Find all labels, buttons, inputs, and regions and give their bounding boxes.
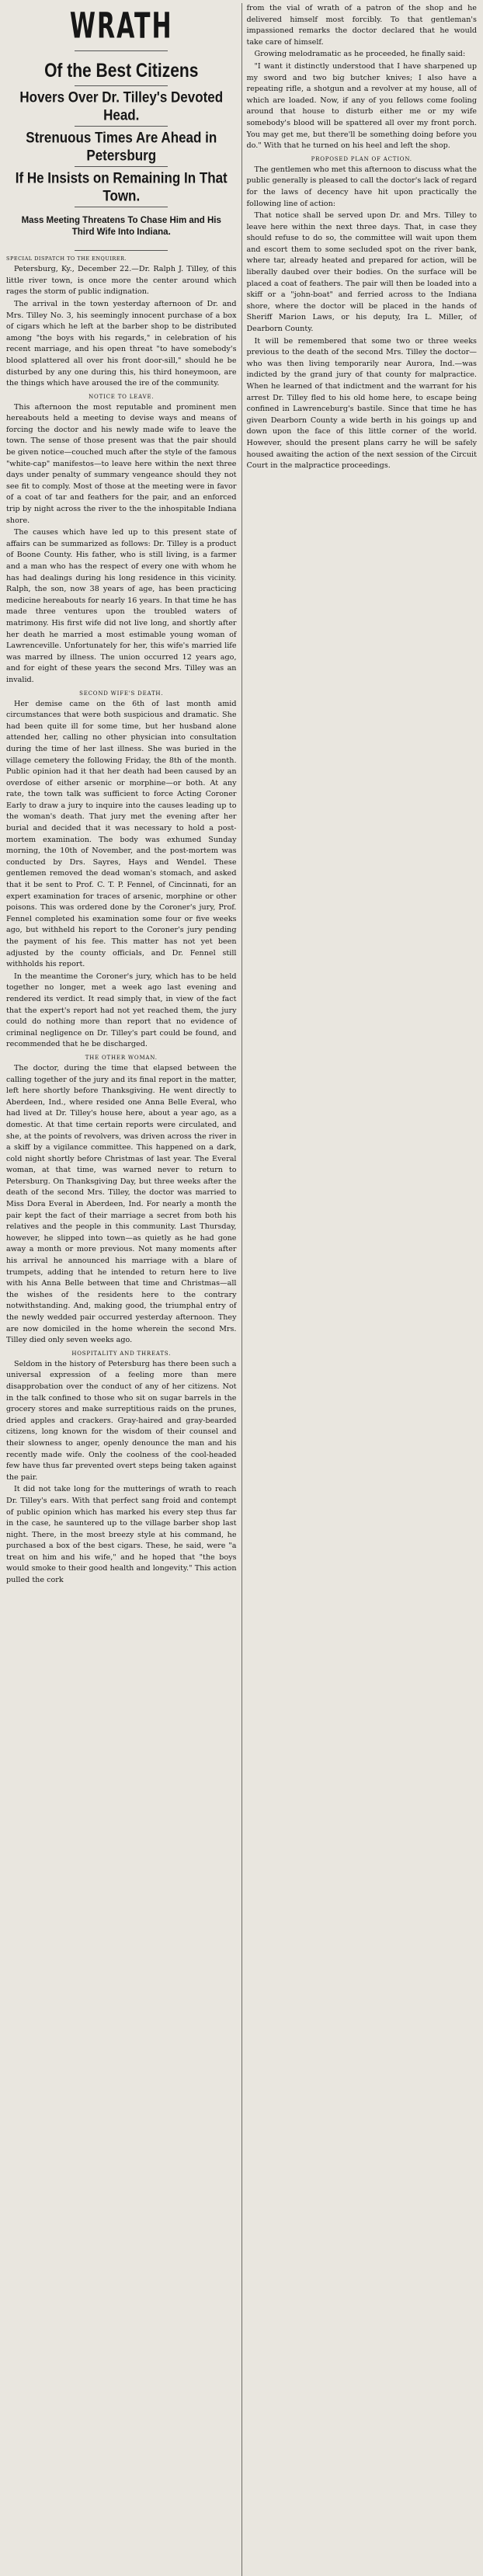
paragraph: Petersburg, Ky., December 22.—Dr. Ralph J. Tilley, of this little river town, is once more the center around which rages the storm of public indignation. [6, 265, 237, 297]
section-subhead: PROPOSED PLAN OF ACTION. [311, 155, 412, 162]
paragraph: In the meantime the Coroner's jury, which has to be held together no longer, met a week ago last evening and rendered its verdict. It read simply that, in view of the fact that the expert's report had not yet reached them, the jury could do nothing more than report that no evidence of criminal negligence on Dr. Tilley's part could be found, and recommended that he be discharged. [6, 972, 237, 1049]
paragraph: This afternoon the most reputable and prominent men hereabouts held a meeting to devise ways and means of forcing the doctor and his newly made wife to leave the town. The sense of those present was that the pair should be given notice—couched much after the style of the famous "white-cap" manifestos—to leave here within the next three days under penalty of summary vengeance should they not see fit to comply. Most of those at the meeting were in favor of a coat of tar and feathers for the pair, and an enforced trip by night across the river to the the inhospitable Indiana shore. [6, 402, 237, 525]
deck-headline-3: Strenuous Times Are Ahead in Petersburg [26, 129, 217, 164]
paragraph: Her demise came on the 6th of last month amid circumstances that were both suspicious and dramatic. She had been quite ill for some time, but her husband alone attended her, calling no other physician into consultation during the time of her last illness. She was buried in the village cemetery the following Friday, the 8th of the month. Public opinion had it that her death had been caused by an overdose of either arsenic or morphine—or both. At any rate, the town talk was sufficient to force Acting Coroner Early to draw a jury to inquire into the causes leading up to the woman's death. That jury met the evening after her burial and decided that it was necessary to hold a post-mortem examination. The body was exhumed Sunday morning, the 10th of November, and the post-mortem was conducted by Drs. Sayres, Hays and Wendel. These gentlemen removed the dead woman's stomach, and asked that it be sent to Prof. C. T. P. Fennel, of Cincinnati, for an expert examination for traces of arsenic, morphine or other poisons. This was ordered done by the Coroner's jury, Prof. Fennel completed his examination some four or five weeks ago, but withheld his report to the Coroner's jury pending the payment of his fee. This matter has not yet been adjusted by the county officials, and Dr. Fennel still withholds his report. [6, 699, 237, 969]
paragraph: It will be remembered that some two or three weeks previous to the death of the second Mrs. Tilley the doctor—who was then living temporarily near Aurora, Ind.—was indicted by the grand jury of that county for malpractice. When he learned of that indictment and the warrant for his arrest Dr. Tilley fled to his old home here, to escape being confined in Lawrenceburg's bastile. Since that time he has given Dearborn County a wide berth in his goings up and down upon the face of this little corner of the world. However, should the present plans carry he will be safely housed awaiting the action of the next session of the Circuit Court in the malpractice proceedings. [246, 336, 477, 471]
section-subhead: HOSPITALITY AND THREATS. [71, 1350, 172, 1357]
paragraph: from the vial of wrath of a patron of the shop and he delivered himself most forcibly. To that gentleman's impassioned remarks the doctor declared that he would take care of himself. [246, 4, 477, 47]
section-subhead: NOTICE TO LEAVE. [89, 393, 155, 400]
dateline: SPECIAL DISPATCH TO THE ENQUIRER. [6, 256, 127, 262]
paragraph: "I want it distinctly understood that I have sharpened up my sword and two big butcher knives; I also have a repeating rifle, a shotgun and a revolver at my house, all of which are loaded. Now, if any of you fellows come fooling around that house to disturb either me or my wife somebody's blood will be spattered all over my front porch. You may get me, but there'll be something doing before you do." With that he turned on his heel and left the shop. [246, 61, 477, 151]
paragraph: Growing melodramatic as he proceeded, he finally said: [254, 50, 466, 59]
paragraph: The doctor, during the time that elapsed between the calling together of the jury and its final report in the matter, left here shortly before Thanksgiving. He went directly to Aberdeen, Ind., where resided one Anna Belle Everal, who had lived at Dr. Tilley's house here, about a year ago, as a domestic. At that time certain reports were circulated, and she, at the points of revolvers, was driven across the river in a skiff by a vigilance committee. This happened on a dark, cold night shortly before Christmas of last year. The Everal woman, at that time, was warned never to return to Petersburg. On Thanksgiving Day, but three weeks after the death of the second Mrs. Tilley, the doctor was married to Miss Dora Everal in Aberdeen, Ind. For nearly a month the pair kept the fact of their marriage a secret from both his relatives and the people in this community. Last Thursday, however, he slipped into town—as quietly as he had gone away a month or more previous. Not many moments after his arrival he announced his marriage with a blare of trumpets, adding that he intended to return here to live with his Anna Belle between that time and Christmas—all the wishes of the residents here to the contrary notwithstanding. And, making good, the triumphal entry of the newly wedded pair occurred yesterday afternoon. They are now domiciled in the home wherein the second Mrs. Tilley died only seven weeks ago. [6, 1063, 237, 1345]
deck-rule-1 [75, 85, 168, 86]
section-subhead: THE OTHER WOMAN. [85, 1054, 158, 1061]
section-subhead: SECOND WIFE'S DEATH. [79, 690, 164, 697]
main-headline: WRATH [69, 6, 173, 47]
paragraph: The gentlemen who met this afternoon to discuss what the public generally is pleased to call the doctor's lack of regard for the laws of decency have hit upon practically the following line of action: [246, 165, 477, 208]
paragraph: Seldom in the history of Petersburg has there been such a universal expression of a feeling more than mere disapprobation over the conduct of any of her citizens. Not in the talk confined to those who sit on sugar barrels in the grocery stores and make surreptitious raids on the prunes, dried apples and crackers. Gray-haired and gray-bearded citizens, long known for the wisdom of their counsel and their slowness to anger, openly denounce the man and his recently made wife. Only the coolness of the cool-headed few have thus far prevented overt steps being taken against the pair. [6, 1359, 237, 1482]
deck-headline-5: Mass Meeting Threatens To Chase Him and His Third Wife Into Indiana. [21, 216, 221, 237]
deck-rule-2 [75, 126, 168, 127]
paragraph: It did not take long for the mutterings of wrath to reach Dr. Tilley's ears. With that perfect sang froid and contempt of public opinion which has marked his every step thus far in the case, he sauntered up to the village barber shop last night. There, in the most breezy style at his command, he purchased a box of the best cigars. These, he said, were "a treat on him and his wife," and he hoped that "the boys would smoke to their good health and longevity." This action pulled the cork [6, 1485, 237, 1585]
paragraph: The causes which have led up to this present state of affairs can be summarized as follows: Dr. Tilley is a product of Boone County. His father, who is still living, is a farmer and a man who has the respect of every one with whom he has had dealings during his long residence in this vicinity. Ralph, the son, now 38 years of age, has been practicing medicine hereabouts for nearly 16 years. In that time he has made three ventures upon the troubled waters of matrimony. His first wife did not live long, and shortly after her death he married a most estimable young woman of Lawrenceville. Unfortunately for her, this wife's married life was marred by illness. The union occurred 12 years ago, and for eight of these years the second Mrs. Tilley was an invalid. [6, 528, 237, 684]
paragraph: The arrival in the town yesterday afternoon of Dr. and Mrs. Tilley No. 3, his seemingly innocent purchase of a box of cigars which he left at the barber shop to be distributed among "the boys with his regards," in celebration of his recent marriage, and his open threat "to have somebody's blood splattered all over his front door-sill," should he be disturbed by any one during this, his third honeymoon, are the things which have aroused the ire of the community. [6, 299, 237, 388]
right-column [243, 3, 477, 2576]
deck-headline-4: If He Insists on Remaining In That Town. [15, 169, 228, 204]
left-column [6, 3, 240, 2576]
paragraph: That notice shall be served upon Dr. and Mrs. Tilley to leave here within the next three days. That, in case they should refuse to do so, the committee will wait upon them and escort them to some secluded spot on the river bank, where tar, already heated and prepared for action, will be liberally daubed over their bodies. On the surface will be placed a coat of feathers. The pair will then be loaded into a skiff or a "john-boat" and ferried across to the Indiana shore, where the doctor will be placed in the hands of Sheriff Marion Laws, or his deputy, Ira L. Miller, of Dearborn County. [246, 211, 477, 334]
deck-rule-5 [75, 250, 168, 251]
deck-rule-3 [75, 166, 168, 167]
deck-headline-1: Of the Best Citizens [44, 60, 199, 82]
deck-headline-2: Hovers Over Dr. Tilley's Devoted Head. [19, 89, 224, 123]
